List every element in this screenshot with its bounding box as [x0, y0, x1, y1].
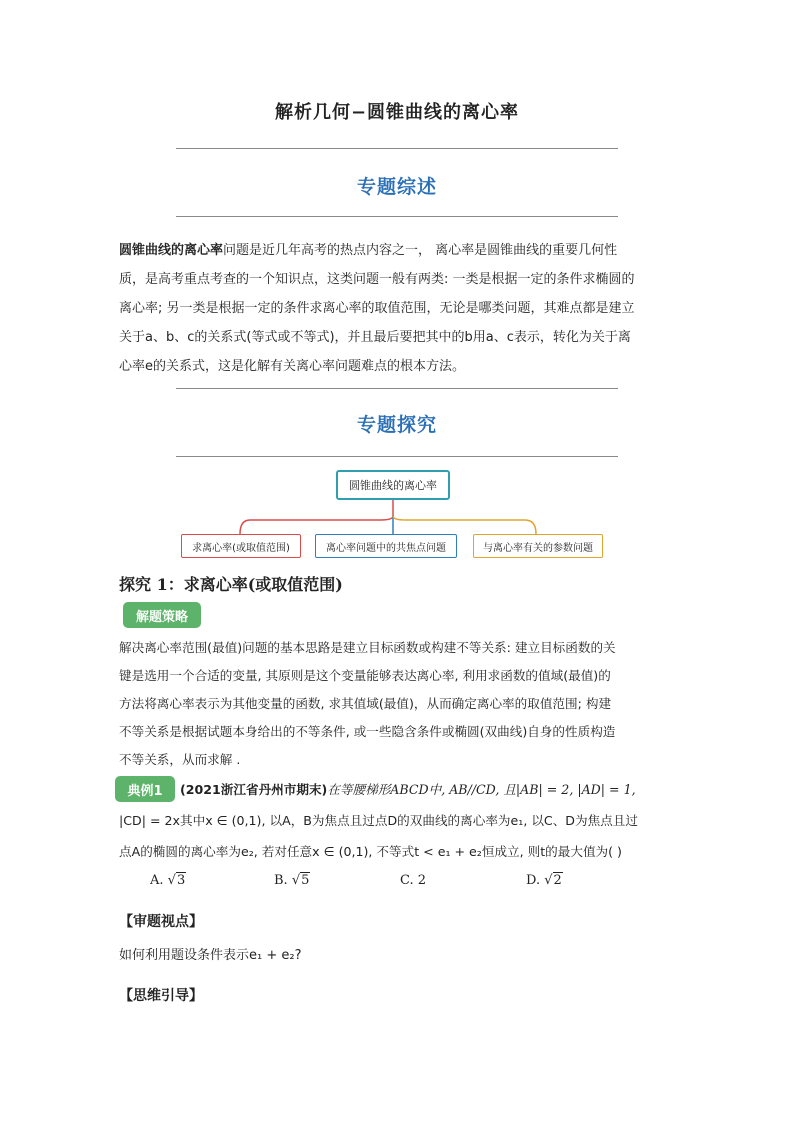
option-c[interactable]: C. 2	[400, 873, 427, 888]
sqrt-icon: √3	[167, 873, 186, 888]
mindmap-node-parameter: 与离心率有关的参数问题	[473, 534, 603, 558]
example-line-3: 点A的椭圆的离心率为e₂, 若对任意x ∈ (0,1), 不等式t < e₁ + e₂恒成立, 则t的最大值为( )	[119, 844, 622, 859]
sqrt-icon: √2	[544, 873, 562, 888]
heading-thinking-guide: 【思维引导】	[119, 988, 203, 1004]
heading-review-viewpoint: 【审题视点】	[119, 914, 203, 930]
section-heading-explore: 专题探究	[356, 414, 437, 436]
option-a[interactable]: A. √3	[150, 873, 186, 888]
page-title: 解析几何−圆锥曲线的离心率	[274, 102, 520, 123]
mindmap-node-find-eccentricity: 求离心率(或取值范围)	[181, 534, 301, 558]
strategy-paragraph: 解决离心率范围(最值)问题的基本思路是建立目标函数或构建不等关系: 建立目标函数的关 键是选用一个合适的变量, 其原则是这个变量能够表达离心率, 利用求函数的值域(最值)的 方法将离心率表示为其他变量的函数, 求其值域(最值)，从而确定离心率的取值范围; 构建 不等关系是根据试题本身给出的不等条件, 或一些隐含条件或椭圆(双曲线)自身的性质构造 不等关系，从而求解 .	[119, 640, 616, 767]
strategy-badge: 解题策略	[123, 602, 201, 628]
divider	[176, 148, 618, 149]
example-line-1: (2021浙江省丹州市期末)在等腰梯形ABCD中, AB//CD, 且|AB| = 2, |AD| = 1,	[180, 782, 636, 797]
mindmap-connectors	[170, 498, 550, 538]
mindmap-node-common-focus: 离心率问题中的共焦点问题	[315, 534, 457, 558]
divider	[176, 216, 618, 217]
example-badge: 典例1	[115, 776, 175, 802]
overview-paragraph: 圆锥曲线的离心率问题是近几年高考的热点内容之一， 离心率是圆锥曲线的重要几何性 质，是高考重点考查的一个知识点，这类问题一般有两类: 一类是根据一定的条件求椭圆的 离心率; 另一类是根据一定的条件求离心率的取值范围，无论是哪类问题，其难点都是建立 关于a、b、c的关系式(等式或不等式)，并且最后要把其中的b用a、c表示，转化为关于离 心率e的关系式，这是化解有关离心率问题难点的根本方法。	[119, 243, 635, 374]
explore-heading-1: 探究 1：求离心率(或取值范围)	[119, 575, 343, 594]
mindmap-root: 圆锥曲线的离心率	[336, 470, 450, 500]
sqrt-icon: √5	[291, 873, 310, 888]
divider	[176, 456, 618, 457]
review-question: 如何利用题设条件表示e₁ + e₂?	[119, 948, 302, 963]
section-heading-overview: 专题综述	[356, 176, 437, 198]
option-d[interactable]: D. √2	[526, 873, 562, 888]
option-b[interactable]: B. √5	[274, 873, 310, 888]
divider	[176, 388, 618, 389]
example-source: (2021浙江省丹州市期末)	[180, 782, 328, 797]
example-line-2: |CD| = 2x其中x ∈ (0,1), 以A，B为焦点且过点D的双曲线的离心率为e₁, 以C、D为焦点且过	[119, 813, 638, 828]
overview-bold-lead: 圆锥曲线的离心率	[119, 243, 224, 258]
